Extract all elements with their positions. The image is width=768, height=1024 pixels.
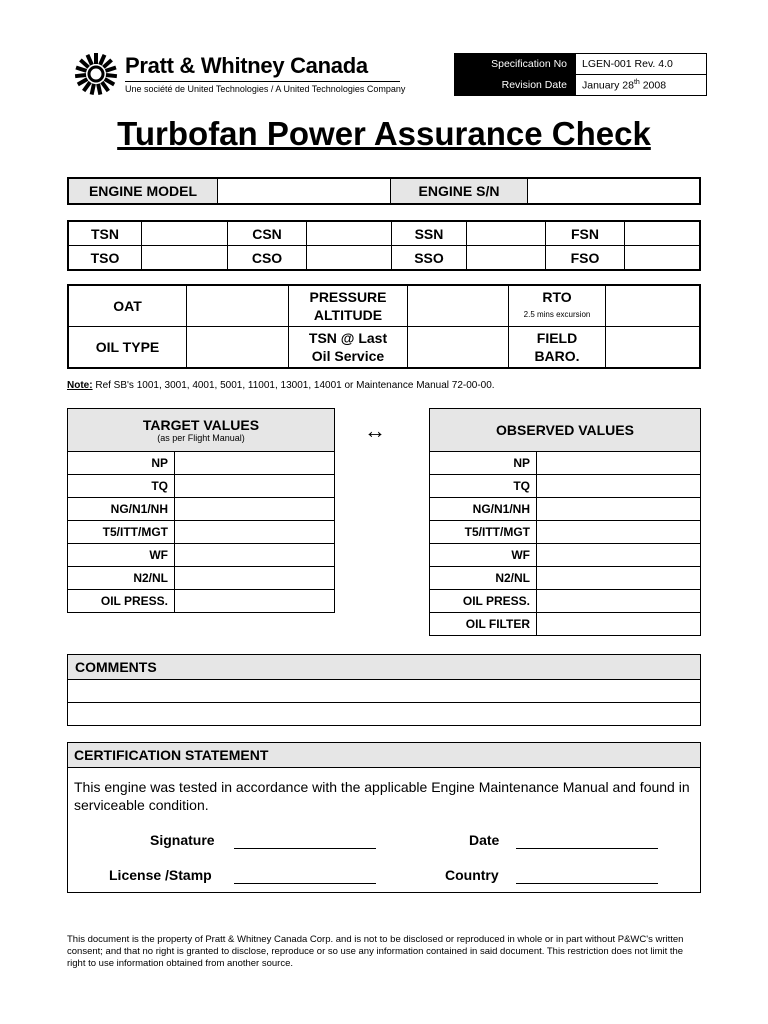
target-row-label: TQ — [68, 475, 175, 498]
pressure-altitude-field[interactable] — [408, 285, 509, 327]
oat-field[interactable] — [187, 285, 289, 327]
target-n2-field[interactable] — [175, 567, 335, 590]
signature-label: Signature — [150, 832, 215, 848]
note-text: Ref SB's 1001, 3001, 4001, 5001, 11001, 13001, 14001 or Maintenance Manual 72-00-00. — [92, 380, 495, 391]
revision-date-prefix: January 28 — [582, 79, 634, 92]
tso-label: TSO — [68, 246, 142, 271]
field-baro-line2: BARO. — [534, 348, 580, 364]
target-values-table — [67, 408, 335, 613]
comments-line-2[interactable] — [68, 703, 701, 726]
target-tq-field[interactable] — [175, 475, 335, 498]
tsn-label: TSN — [68, 221, 142, 246]
target-wf-field[interactable] — [175, 544, 335, 567]
date-line[interactable] — [516, 848, 658, 850]
oil-type-field[interactable] — [187, 327, 289, 369]
observed-tq-field[interactable] — [537, 475, 701, 498]
observed-t5-field[interactable] — [537, 521, 701, 544]
target-t5-field[interactable] — [175, 521, 335, 544]
revision-date-suffix-sup: th — [633, 78, 640, 86]
cso-label: CSO — [228, 246, 307, 271]
brand-name: Pratt & Whitney Canada — [125, 53, 368, 78]
comments-header: COMMENTS — [68, 655, 701, 680]
pwc-logo-icon — [74, 52, 118, 96]
sso-field[interactable] — [467, 246, 546, 271]
target-row-label: NP — [68, 452, 175, 475]
brand-tagline: Une société de United Technologies / A United Technologies Company — [125, 84, 406, 94]
tsn-oil-line1: TSN @ Last — [308, 330, 388, 346]
oil-type-label: OIL TYPE — [68, 327, 187, 369]
tso-field[interactable] — [142, 246, 228, 271]
target-row-label: T5/ITT/MGT — [68, 521, 175, 544]
engine-model-label: ENGINE MODEL — [68, 178, 218, 204]
csn-field[interactable] — [307, 221, 392, 246]
pressure-altitude-label — [289, 285, 408, 327]
tsn-field[interactable] — [142, 221, 228, 246]
target-values-header — [68, 409, 335, 452]
spec-label: Specification No — [455, 54, 576, 75]
target-values-title: TARGET VALUES — [142, 417, 260, 433]
reference-note — [67, 380, 495, 391]
revision-value — [576, 75, 707, 96]
observed-oil-press-field[interactable] — [537, 590, 701, 613]
observed-ng-field[interactable] — [537, 498, 701, 521]
target-row-label: N2/NL — [68, 567, 175, 590]
observed-row-label: NP — [430, 452, 537, 475]
certification-table — [67, 742, 701, 893]
field-baro-line1: FIELD — [536, 330, 578, 346]
field-baro-field[interactable] — [606, 327, 701, 369]
cso-field[interactable] — [307, 246, 392, 271]
spec-value: LGEN-001 Rev. 4.0 — [576, 54, 707, 75]
revision-date-year: 2008 — [639, 79, 667, 92]
target-row-label: NG/N1/NH — [68, 498, 175, 521]
revision-label: Revision Date — [455, 75, 576, 96]
ssn-field[interactable] — [467, 221, 546, 246]
note-label: Note: — [67, 380, 93, 391]
target-ng-field[interactable] — [175, 498, 335, 521]
observed-row-label: N2/NL — [430, 567, 537, 590]
certification-header: CERTIFICATION STATEMENT — [68, 743, 701, 768]
observed-row-label: WF — [430, 544, 537, 567]
engine-model-field[interactable] — [218, 178, 391, 204]
ssn-label: SSN — [392, 221, 467, 246]
date-label: Date — [469, 832, 500, 848]
observed-n2-field[interactable] — [537, 567, 701, 590]
rto-note: 2.5 mins excursion — [523, 310, 591, 319]
csn-label: CSN — [228, 221, 307, 246]
country-line[interactable] — [516, 883, 658, 885]
counters-table — [67, 220, 701, 271]
observed-values-header: OBSERVED VALUES — [430, 409, 701, 452]
observed-row-label: OIL PRESS. — [430, 590, 537, 613]
observed-values-table — [429, 408, 701, 636]
target-np-field[interactable] — [175, 452, 335, 475]
sso-label: SSO — [392, 246, 467, 271]
observed-oil-filter-field[interactable] — [537, 613, 701, 636]
spec-table — [454, 53, 707, 96]
oat-label: OAT — [68, 285, 187, 327]
footer-disclaimer: This document is the property of Pratt & Whitney Canada Corp. and is not to be disclosed or reproduced in whole or in part without P&WC's written consent; and that no right is granted to disclose, reproduce or so use any information contained in said document. This restriction does not limit the right to use information obtained from another source. — [67, 934, 684, 969]
country-label: Country — [445, 867, 499, 883]
pressure-altitude-line1: PRESSURE — [309, 289, 387, 305]
engine-sn-field[interactable] — [528, 178, 701, 204]
pressure-altitude-line2: ALTITUDE — [313, 307, 383, 323]
observed-row-label: NG/N1/NH — [430, 498, 537, 521]
field-baro-label — [509, 327, 606, 369]
page-title: Turbofan Power Assurance Check — [117, 115, 651, 152]
comments-line-1[interactable] — [68, 680, 701, 703]
observed-row-label: TQ — [430, 475, 537, 498]
license-stamp-label: License /Stamp — [109, 867, 212, 883]
observed-row-label: T5/ITT/MGT — [430, 521, 537, 544]
target-row-label: OIL PRESS. — [68, 590, 175, 613]
observed-wf-field[interactable] — [537, 544, 701, 567]
rto-field[interactable] — [606, 285, 701, 327]
target-oil-press-field[interactable] — [175, 590, 335, 613]
rto-label-text: RTO — [542, 289, 572, 305]
conditions-table — [67, 284, 701, 369]
tsn-oil-label — [289, 327, 408, 369]
signature-line[interactable] — [234, 848, 376, 850]
tsn-oil-field[interactable] — [408, 327, 509, 369]
fsn-field[interactable] — [625, 221, 701, 246]
observed-row-label: OIL FILTER — [430, 613, 537, 636]
engine-table — [67, 177, 701, 205]
certification-text: This engine was tested in accordance with the applicable Engine Maintenance Manual and found in serviceable condition. — [74, 779, 690, 813]
rto-label — [509, 285, 606, 327]
fso-label: FSO — [546, 246, 625, 271]
target-row-label: WF — [68, 544, 175, 567]
comments-table — [67, 654, 701, 726]
compare-arrow-icon: ↔ — [364, 418, 386, 443]
fsn-label: FSN — [546, 221, 625, 246]
target-values-subtitle: (as per Flight Manual) — [157, 433, 245, 443]
observed-np-field[interactable] — [537, 452, 701, 475]
certification-body — [68, 768, 701, 893]
brand-divider — [125, 81, 400, 82]
license-stamp-line[interactable] — [234, 883, 376, 885]
engine-sn-label: ENGINE S/N — [391, 178, 528, 204]
tsn-oil-line2: Oil Service — [311, 348, 385, 364]
fso-field[interactable] — [625, 246, 701, 271]
